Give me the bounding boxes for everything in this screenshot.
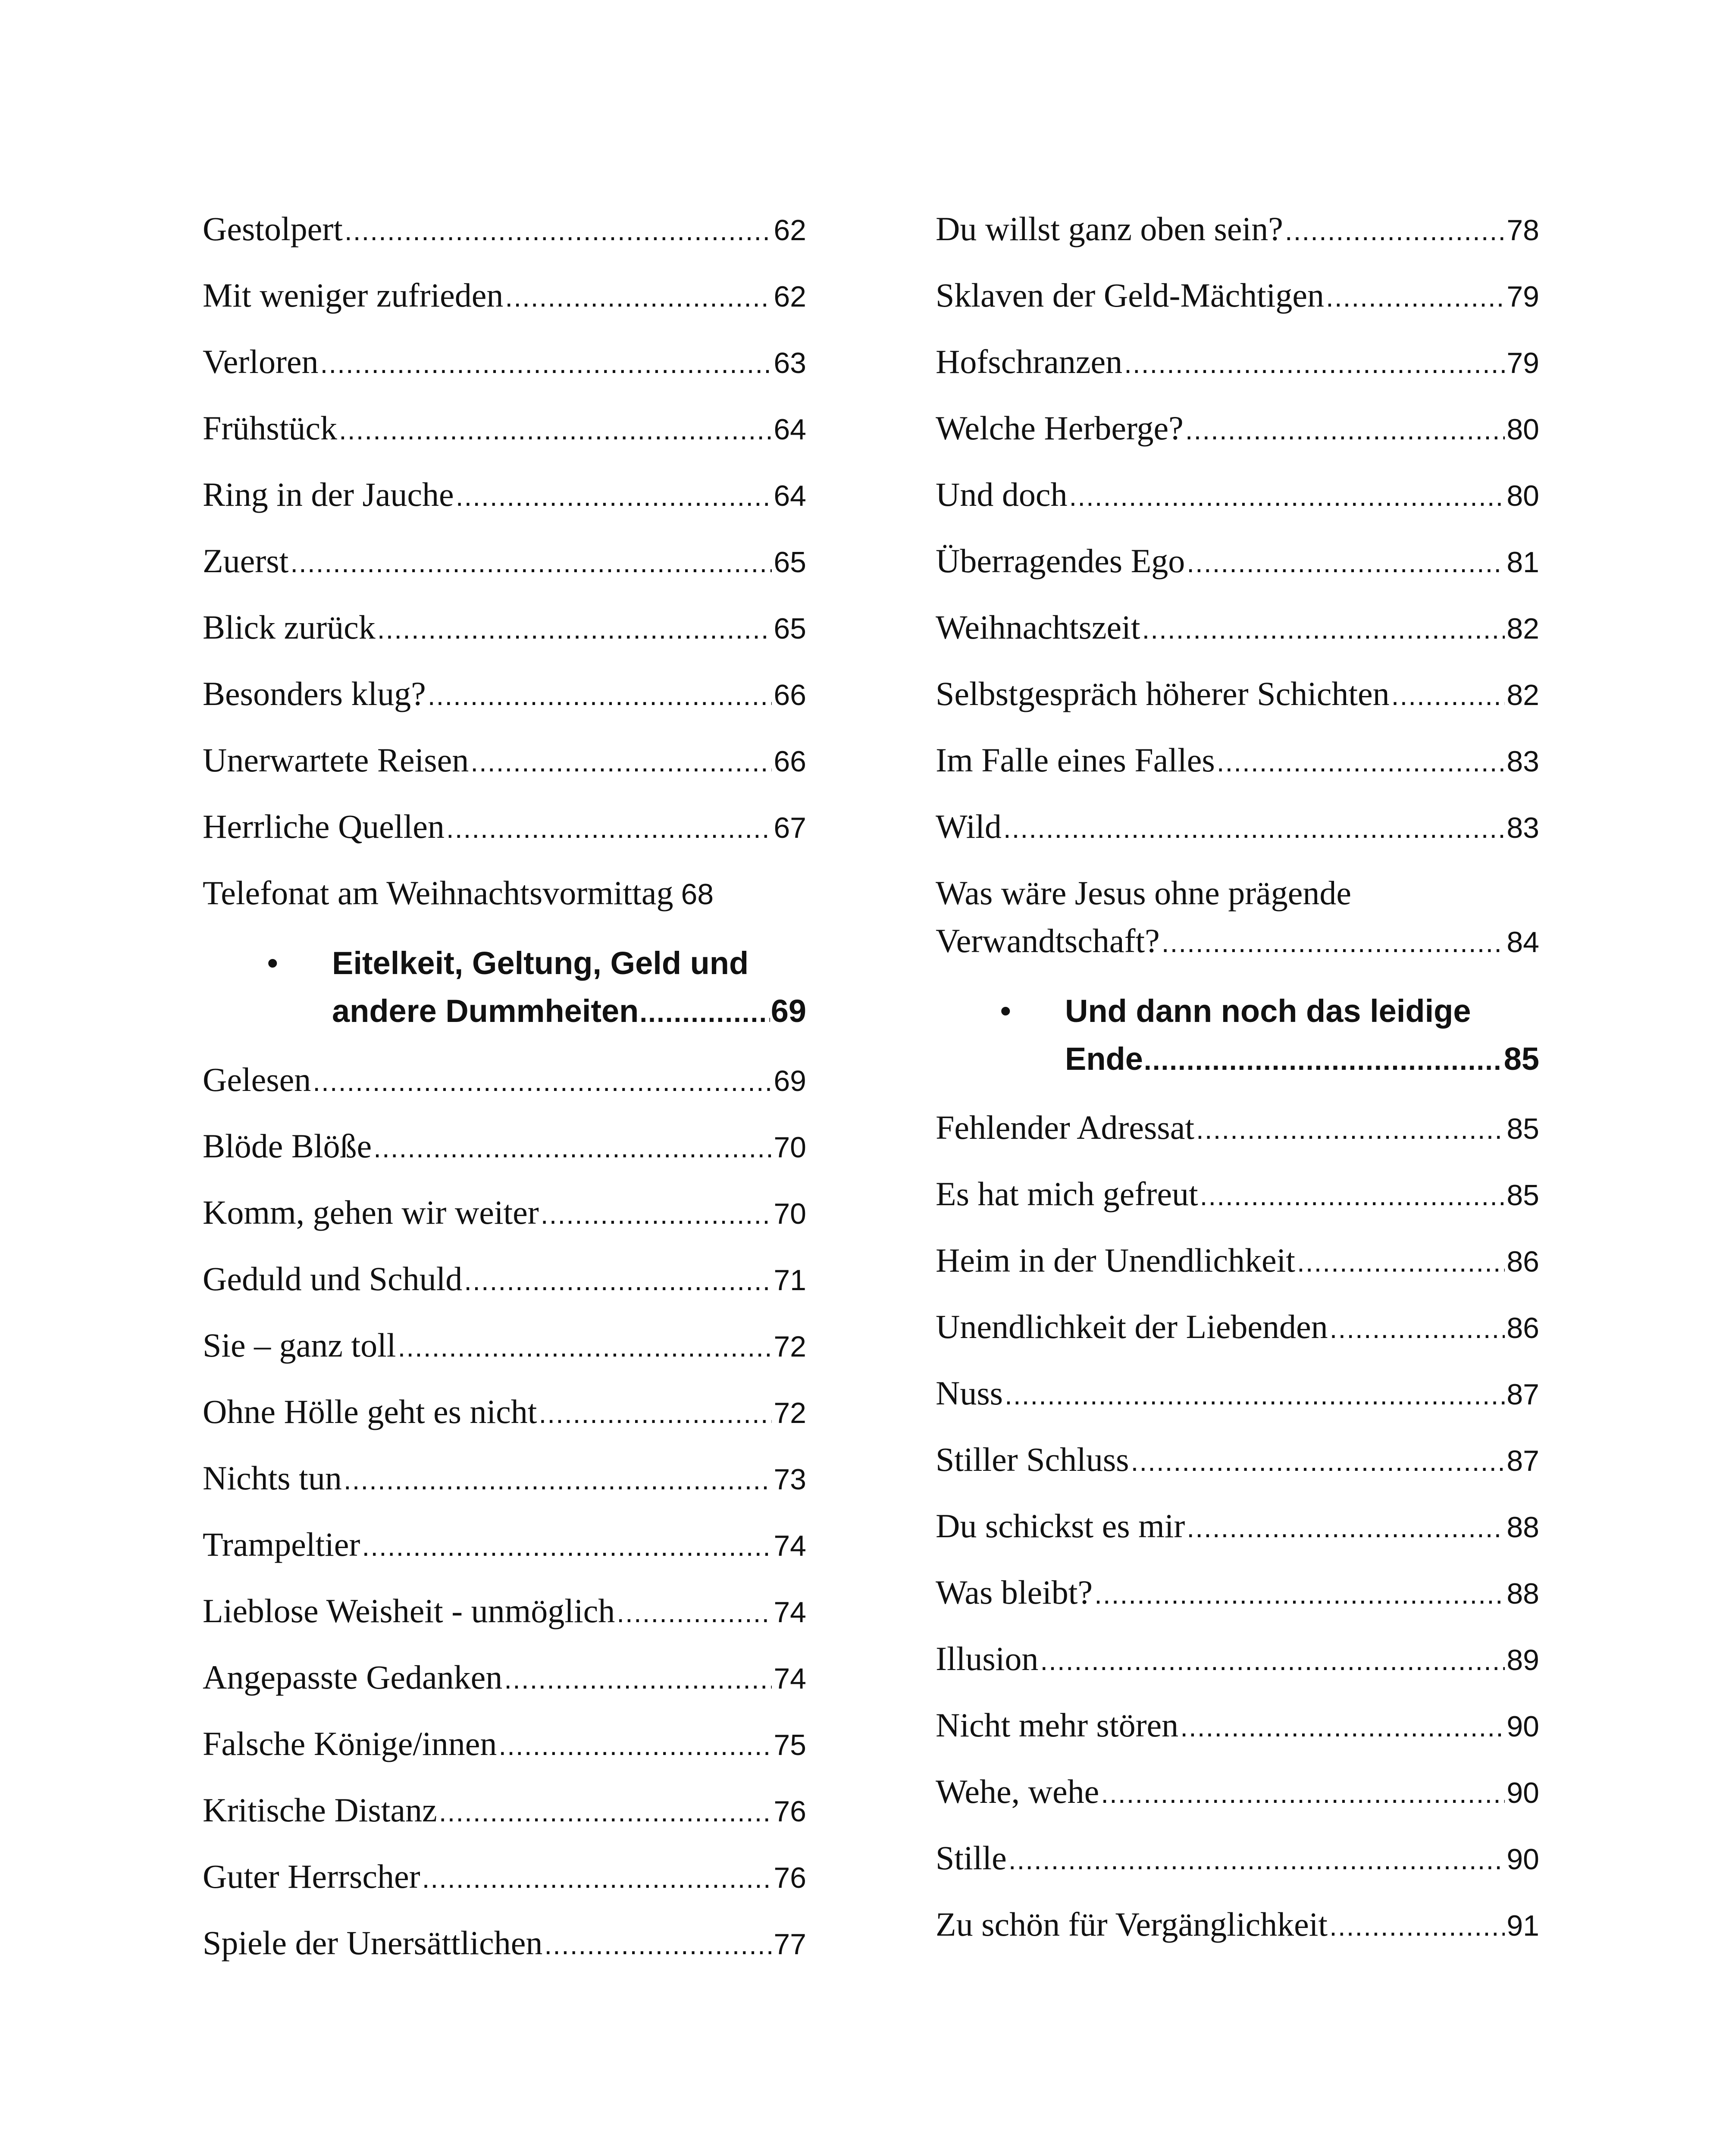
entry-title-line2: Verwandtschaft? (936, 922, 1160, 959)
entry-page: 85 (1506, 1179, 1539, 1212)
dot-leader (539, 1390, 772, 1438)
entry-page: 66 (774, 679, 806, 711)
entry-page: 75 (774, 1729, 806, 1761)
toc-entry[interactable] (203, 338, 806, 385)
section-page: 85 (1503, 1041, 1539, 1077)
entry-page: 90 (1506, 1710, 1539, 1743)
entry-page: 65 (774, 546, 806, 579)
entry-page: 82 (1506, 612, 1539, 645)
entry-title: Sklaven der Geld-Mächtigen (936, 276, 1325, 314)
dot-leader (1187, 539, 1505, 587)
entry-page: 69 (774, 1065, 806, 1097)
dot-leader (1200, 1172, 1505, 1220)
toc-entry[interactable] (203, 603, 806, 651)
entry-title: Komm, gehen wir weiter (203, 1194, 539, 1231)
dot-leader (1297, 1238, 1505, 1286)
dot-leader (1069, 473, 1505, 520)
section-title-line2: andere Dummheiten (332, 993, 639, 1029)
dot-leader (439, 1788, 772, 1836)
toc-entry[interactable] (936, 205, 1539, 253)
dot-leader (1040, 1637, 1505, 1685)
entry-title: Du willst ganz oben sein? (936, 210, 1283, 248)
toc-entry[interactable] (936, 802, 1539, 850)
entry-page: 70 (774, 1131, 806, 1164)
dot-leader (1180, 1703, 1505, 1751)
entry-page: 62 (774, 280, 806, 313)
toc-entry[interactable] (936, 1236, 1539, 1284)
dot-leader (1185, 406, 1505, 454)
toc-entry[interactable] (936, 271, 1539, 319)
section-title-line1: Eitelkeit, Geltung, Geld und (332, 945, 749, 981)
entry-page: 65 (774, 612, 806, 645)
toc-entry[interactable] (203, 1919, 806, 1967)
toc-entry[interactable] (203, 1255, 806, 1303)
dot-leader (1285, 207, 1505, 255)
entry-title: Verloren (203, 343, 319, 380)
toc-entry[interactable] (936, 404, 1539, 452)
dot-leader (504, 1655, 772, 1703)
entry-page: 86 (1506, 1245, 1539, 1278)
entry-page: 78 (1506, 214, 1539, 247)
entry-page: 90 (1506, 1777, 1539, 1809)
dot-leader (1330, 1305, 1505, 1353)
entry-page: 91 (1506, 1909, 1539, 1942)
toc-entry[interactable] (203, 404, 806, 452)
entry-title: Blöde Blöße (203, 1127, 372, 1165)
toc-entry[interactable] (203, 1454, 806, 1502)
entry-title: Gelesen (203, 1061, 311, 1098)
entry-title: Nicht mehr stören (936, 1706, 1179, 1744)
dot-leader (313, 1058, 772, 1106)
entry-page: 71 (774, 1264, 806, 1297)
toc-entry[interactable] (936, 1435, 1539, 1483)
dot-leader (1391, 672, 1505, 720)
toc-entry[interactable] (936, 869, 1539, 965)
entry-page: 68 (681, 878, 714, 911)
section-title-line2: Ende (1065, 1041, 1143, 1077)
entry-page: 86 (1506, 1312, 1539, 1344)
entry-title: Überragendes Ego (936, 542, 1185, 580)
toc-entry[interactable] (936, 736, 1539, 784)
entry-page: 81 (1506, 546, 1539, 579)
entry-page: 79 (1506, 280, 1539, 313)
entry-title: Falsche Könige/innen (203, 1725, 497, 1762)
entry-page: 66 (774, 745, 806, 778)
toc-entry[interactable] (936, 1170, 1539, 1218)
toc-entry[interactable] (936, 1568, 1539, 1616)
toc-entry[interactable] (203, 869, 806, 917)
dot-leader (1005, 1371, 1505, 1419)
dot-leader (1329, 1902, 1505, 1950)
toc-entry[interactable] (203, 1587, 806, 1635)
bullet-icon: • (1000, 994, 1011, 1028)
toc-entry[interactable] (203, 1321, 806, 1369)
entry-title: Zuerst (203, 542, 289, 580)
section-page: 69 (770, 993, 806, 1029)
dot-leader (1094, 1570, 1505, 1618)
dot-leader (339, 406, 772, 454)
toc-entry[interactable] (203, 1852, 806, 1900)
entry-title: Mit weniger zufrieden (203, 276, 504, 314)
dot-leader (1217, 738, 1505, 786)
entry-title: Geduld und Schuld (203, 1260, 463, 1297)
entry-page: 79 (1506, 347, 1539, 379)
entry-page: 63 (774, 347, 806, 379)
toc-entry[interactable] (936, 537, 1539, 585)
toc-entry[interactable] (203, 1122, 806, 1170)
entry-title: Guter Herrscher (203, 1858, 420, 1895)
dot-leader (1009, 1836, 1505, 1884)
bullet-icon: • (267, 946, 278, 980)
toc-entry[interactable] (203, 537, 806, 585)
section-title-line1: Und dann noch das leidige (1065, 993, 1471, 1029)
entry-page: 83 (1506, 745, 1539, 778)
dot-leader (373, 1124, 772, 1172)
entry-title: Heim in der Unendlichkeit (936, 1241, 1295, 1279)
toc-entry[interactable] (203, 1653, 806, 1701)
dot-leader (422, 1855, 772, 1902)
entry-title: Welche Herberge? (936, 409, 1184, 447)
toc-entry[interactable] (936, 1502, 1539, 1550)
entry-page: 67 (774, 812, 806, 844)
toc-entry[interactable] (203, 1786, 806, 1834)
entry-title: Unendlichkeit der Liebenden (936, 1308, 1328, 1345)
entry-page: 64 (774, 413, 806, 446)
entry-title: Spiele der Unersättlichen (203, 1924, 543, 1962)
toc-entry[interactable] (936, 1103, 1539, 1151)
dot-leader (1124, 340, 1505, 388)
entry-title: Ohne Hölle geht es nicht (203, 1393, 537, 1430)
dot-leader (541, 1191, 772, 1238)
toc-section-heading[interactable] (203, 939, 806, 1035)
entry-page: 80 (1506, 479, 1539, 512)
entry-page: 85 (1506, 1112, 1539, 1145)
toc-entry[interactable] (203, 271, 806, 319)
entry-title: Frühstück (203, 409, 337, 447)
dot-leader (544, 1921, 772, 1969)
toc-entry[interactable] (936, 338, 1539, 385)
entry-page: 74 (774, 1529, 806, 1562)
dot-leader (617, 1589, 772, 1637)
toc-entry[interactable] (936, 1303, 1539, 1351)
dot-leader (1187, 1504, 1505, 1552)
entry-page: 83 (1506, 812, 1539, 844)
toc-entry[interactable] (936, 1834, 1539, 1882)
entry-page: 64 (774, 479, 806, 512)
toc-entry[interactable] (203, 1520, 806, 1568)
dot-leader (498, 1722, 772, 1770)
entry-page: 82 (1506, 679, 1539, 711)
toc-entry[interactable] (203, 1056, 806, 1103)
entry-title: Es hat mich gefreut (936, 1175, 1198, 1213)
entry-title: Telefonat am Weihnachtsvormittag (203, 874, 673, 912)
entry-page: 76 (774, 1795, 806, 1828)
dot-leader (1131, 1438, 1505, 1485)
entry-title: Du schickst es mir (936, 1507, 1185, 1545)
entry-title: Weihnachtszeit (936, 608, 1140, 646)
entry-title: Stille (936, 1839, 1007, 1877)
entry-page: 72 (774, 1397, 806, 1429)
toc-entry[interactable] (936, 470, 1539, 518)
entry-title: Besonders klug? (203, 675, 426, 712)
entry-title: Wehe, wehe (936, 1773, 1099, 1810)
toc-entry[interactable] (936, 1369, 1539, 1417)
entry-page: 80 (1506, 413, 1539, 446)
entry-title: Trampeltier (203, 1526, 360, 1563)
entry-page: 87 (1506, 1378, 1539, 1411)
entry-page: 87 (1506, 1445, 1539, 1477)
entry-page: 74 (774, 1662, 806, 1695)
entry-title: Lieblose Weisheit - unmöglich (203, 1592, 615, 1630)
toc-entry[interactable] (203, 736, 806, 784)
dot-leader (1003, 805, 1505, 852)
toc-entry[interactable] (203, 1388, 806, 1435)
entry-title: Selbstgespräch höherer Schichten (936, 675, 1390, 712)
entry-title: Herrliche Quellen (203, 808, 445, 845)
entry-title: Kritische Distanz (203, 1791, 437, 1829)
entry-page: 74 (774, 1596, 806, 1629)
entry-title: Hofschranzen (936, 343, 1123, 380)
entry-page: 84 (1506, 926, 1539, 959)
entry-page: 77 (774, 1928, 806, 1961)
entry-title: Unerwartete Reisen (203, 741, 469, 779)
dot-leader (1101, 1770, 1505, 1818)
entry-title: Blick zurück (203, 608, 376, 646)
toc-entry[interactable] (203, 802, 806, 850)
toc-entry[interactable] (203, 1720, 806, 1767)
dot-leader (320, 340, 772, 388)
dot-leader (345, 207, 772, 255)
toc-entry[interactable] (936, 670, 1539, 718)
entry-title: Nuss (936, 1374, 1003, 1412)
toc-section-heading[interactable] (936, 987, 1539, 1083)
entry-title: Fehlender Adressat (936, 1109, 1195, 1146)
toc-entry[interactable] (203, 670, 806, 718)
entry-page: 89 (1506, 1644, 1539, 1677)
entry-title-line1: Was wäre Jesus ohne prägende (936, 874, 1352, 912)
entry-page: 88 (1506, 1577, 1539, 1610)
dot-leader (290, 539, 772, 587)
entry-page: 76 (774, 1861, 806, 1894)
entry-title: Ring in der Jauche (203, 476, 454, 513)
dot-leader (398, 1323, 772, 1371)
entry-title: Und doch (936, 476, 1068, 513)
toc-entry[interactable] (203, 205, 806, 253)
entry-title: Was bleibt? (936, 1573, 1093, 1611)
toc-entry[interactable] (936, 1767, 1539, 1815)
dot-leader (639, 989, 770, 1037)
dot-leader (1326, 273, 1505, 321)
entry-title: Nichts tun (203, 1459, 342, 1497)
entry-page: 62 (774, 214, 806, 247)
entry-page: 90 (1506, 1843, 1539, 1876)
toc-entry[interactable] (936, 1701, 1539, 1749)
dot-leader (1162, 919, 1505, 967)
dot-leader (344, 1456, 772, 1504)
dot-leader (446, 805, 772, 852)
entry-title: Stiller Schluss (936, 1441, 1129, 1478)
entry-title: Wild (936, 808, 1002, 845)
dot-leader (505, 273, 772, 321)
entry-page: 73 (774, 1463, 806, 1496)
entry-page: 72 (774, 1330, 806, 1363)
entry-page: 70 (774, 1197, 806, 1230)
dot-leader (1196, 1106, 1505, 1153)
dot-leader (1142, 605, 1505, 653)
toc-entry[interactable] (936, 603, 1539, 651)
dot-leader (456, 473, 772, 520)
dot-leader (464, 1257, 772, 1305)
toc-entry[interactable] (203, 470, 806, 518)
entry-title: Gestolpert (203, 210, 343, 248)
entry-page: 88 (1506, 1511, 1539, 1544)
entry-title: Angepasste Gedanken (203, 1658, 503, 1696)
toc-entry[interactable] (203, 1188, 806, 1236)
dot-leader (377, 605, 772, 653)
entry-title: Im Falle eines Falles (936, 741, 1215, 779)
dot-leader (1144, 1037, 1503, 1084)
dot-leader (428, 672, 772, 720)
entry-title: Sie – ganz toll (203, 1326, 396, 1364)
dot-leader (362, 1523, 772, 1570)
toc-entry[interactable] (936, 1900, 1539, 1948)
entry-title: Zu schön für Vergänglichkeit (936, 1905, 1328, 1943)
dot-leader (470, 738, 772, 786)
entry-title: Illusion (936, 1640, 1039, 1677)
toc-entry[interactable] (936, 1635, 1539, 1683)
